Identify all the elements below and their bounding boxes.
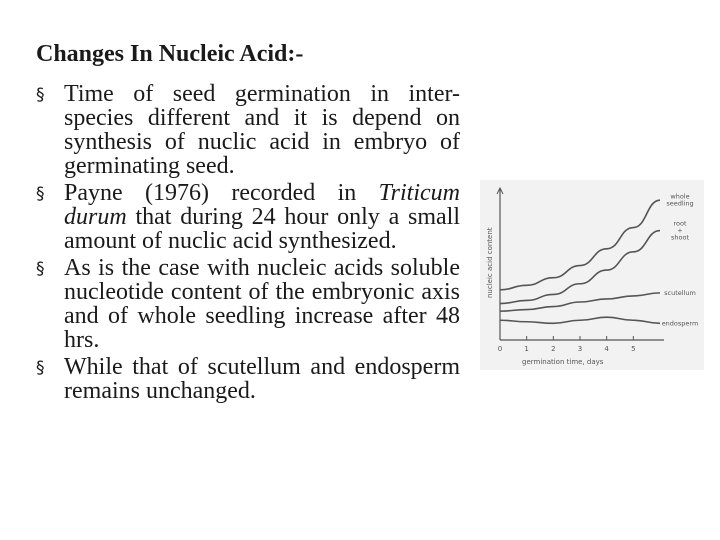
bullet-item <box>36 256 460 352</box>
x-tick-label: 3 <box>577 345 583 353</box>
bullet-marker-icon: § <box>36 259 45 279</box>
series-label: endosperm <box>661 319 699 328</box>
series-line-root-shoot <box>500 231 660 304</box>
chart-figure <box>480 180 704 370</box>
bullet-marker-icon: § <box>36 184 45 204</box>
series-label: whole seedling <box>666 192 694 208</box>
bullet-item <box>36 181 460 253</box>
x-tick-label: 2 <box>551 345 556 353</box>
bullet-list <box>36 82 460 406</box>
x-tick-label: 4 <box>604 345 609 353</box>
x-tick-label: 0 <box>497 345 503 353</box>
slide-title: Changes In Nucleic Acid:- <box>36 41 304 67</box>
bullet-marker-icon: § <box>36 85 45 105</box>
series-line-scutellum <box>500 293 660 311</box>
y-axis-label: nucleic acid content <box>486 227 494 298</box>
series-label: root + shoot <box>670 219 690 242</box>
bullet-text: Time of seed germination in inter-species different and it is depend on synthesis of nuclic acid in embryo of germinating seed. <box>64 81 460 179</box>
series-label: scutellum <box>664 288 696 297</box>
x-axis-label: germination time, days <box>522 358 604 366</box>
bullet-text: As is the case with nucleic acids soluble nucleotide content of the embryonic axis and of whole seedling increase after 48 hrs. <box>64 255 460 353</box>
bullet-text: Payne (1976) recorded in <box>64 180 379 206</box>
nucleic-acid-chart <box>480 180 704 370</box>
series-line-whole-seedling <box>500 200 660 290</box>
x-tick-label: 5 <box>631 345 636 353</box>
bullet-text: that during 24 hour only a small amount of nuclic acid synthesized. <box>64 204 460 254</box>
bullet-item <box>36 82 460 178</box>
bullet-text: Triticum durum <box>64 180 460 230</box>
bullet-item <box>36 355 460 403</box>
x-tick-label: 1 <box>524 345 529 353</box>
series-line-endosperm <box>500 317 660 323</box>
bullet-marker-icon: § <box>36 358 45 378</box>
bullet-text: While that of scutellum and endosperm remains unchanged. <box>64 354 460 404</box>
